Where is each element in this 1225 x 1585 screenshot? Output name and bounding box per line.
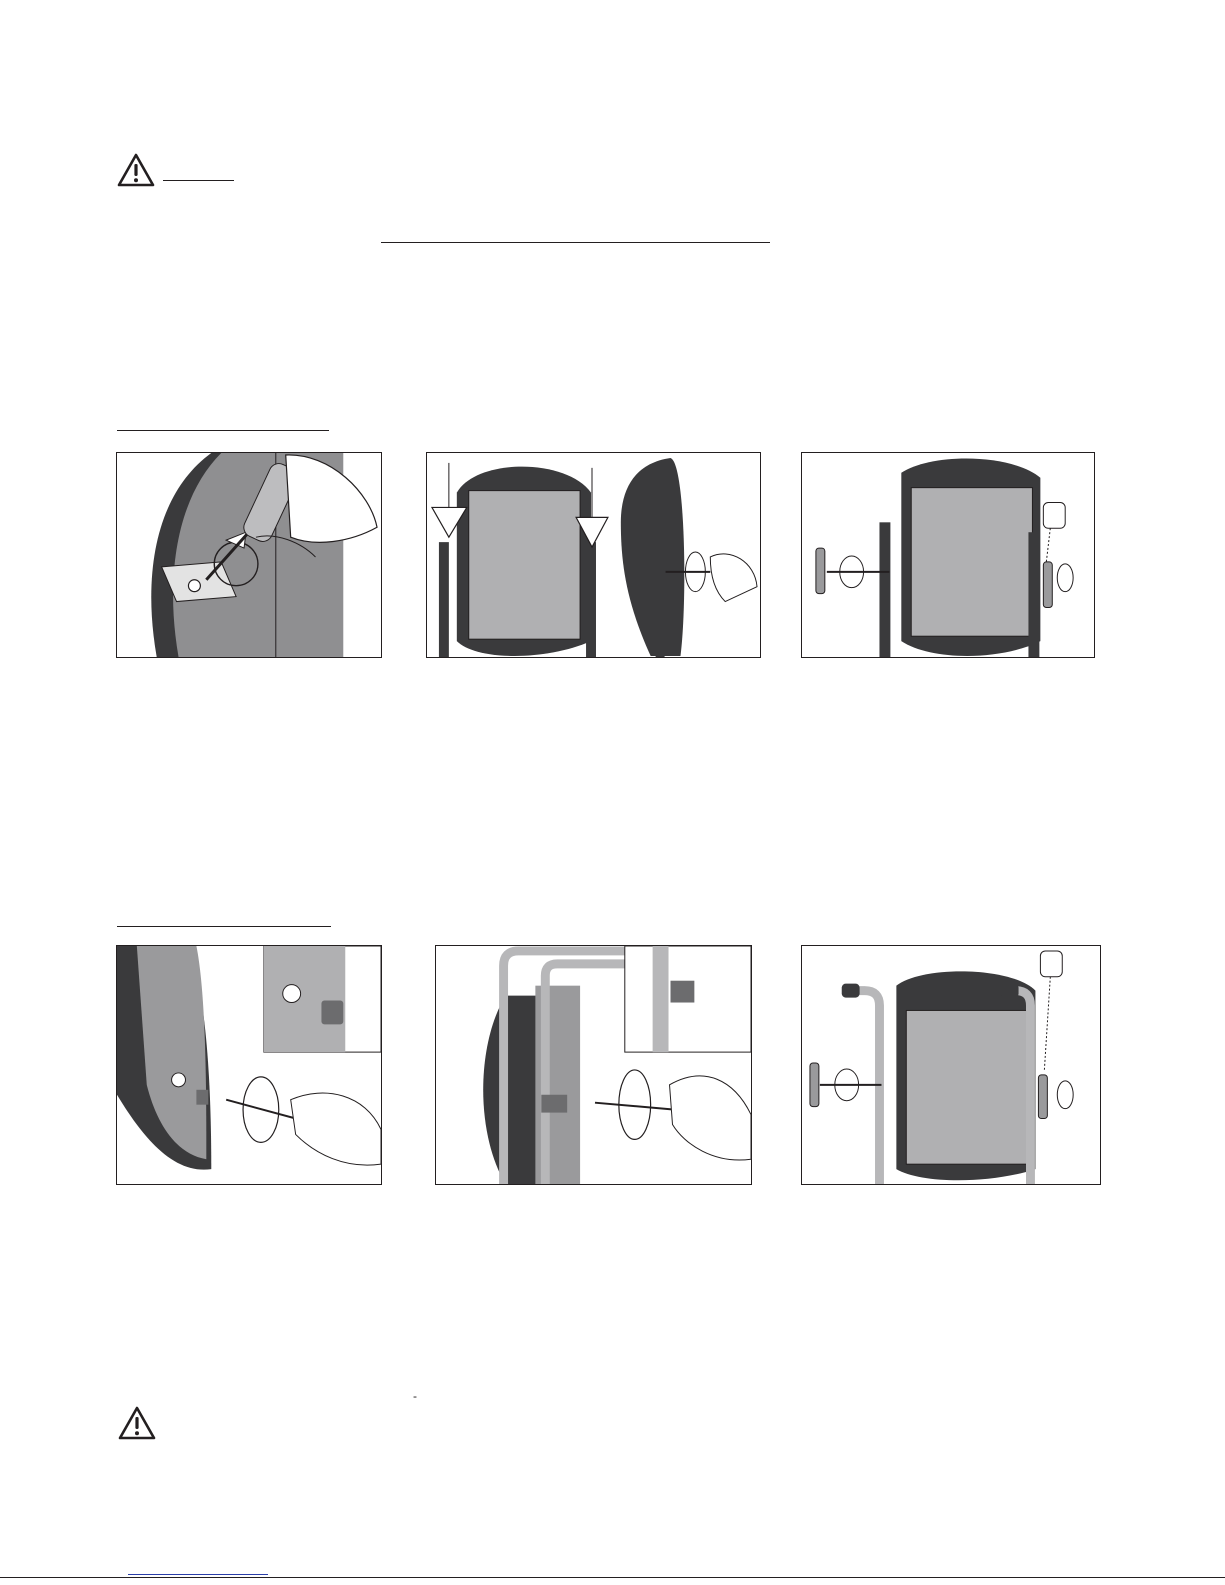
warning-icon: [117, 153, 155, 187]
emphasis-underline: [381, 242, 770, 243]
figure-2b: [435, 945, 752, 1185]
figure-2c: [801, 945, 1101, 1185]
figure-1b: [426, 452, 761, 658]
footer-rule: [0, 1577, 1225, 1578]
section-heading-underline: [117, 926, 331, 927]
section-heading-underline: [117, 430, 329, 431]
footer-link-underline[interactable]: [128, 1574, 268, 1575]
figure-1c: [801, 452, 1095, 658]
figure-1a: [116, 452, 382, 658]
warning-icon: [118, 1406, 156, 1440]
stray-hyphen: -: [413, 1389, 417, 1403]
warning-heading-underline: [163, 180, 234, 181]
figure-2a: [116, 945, 382, 1185]
